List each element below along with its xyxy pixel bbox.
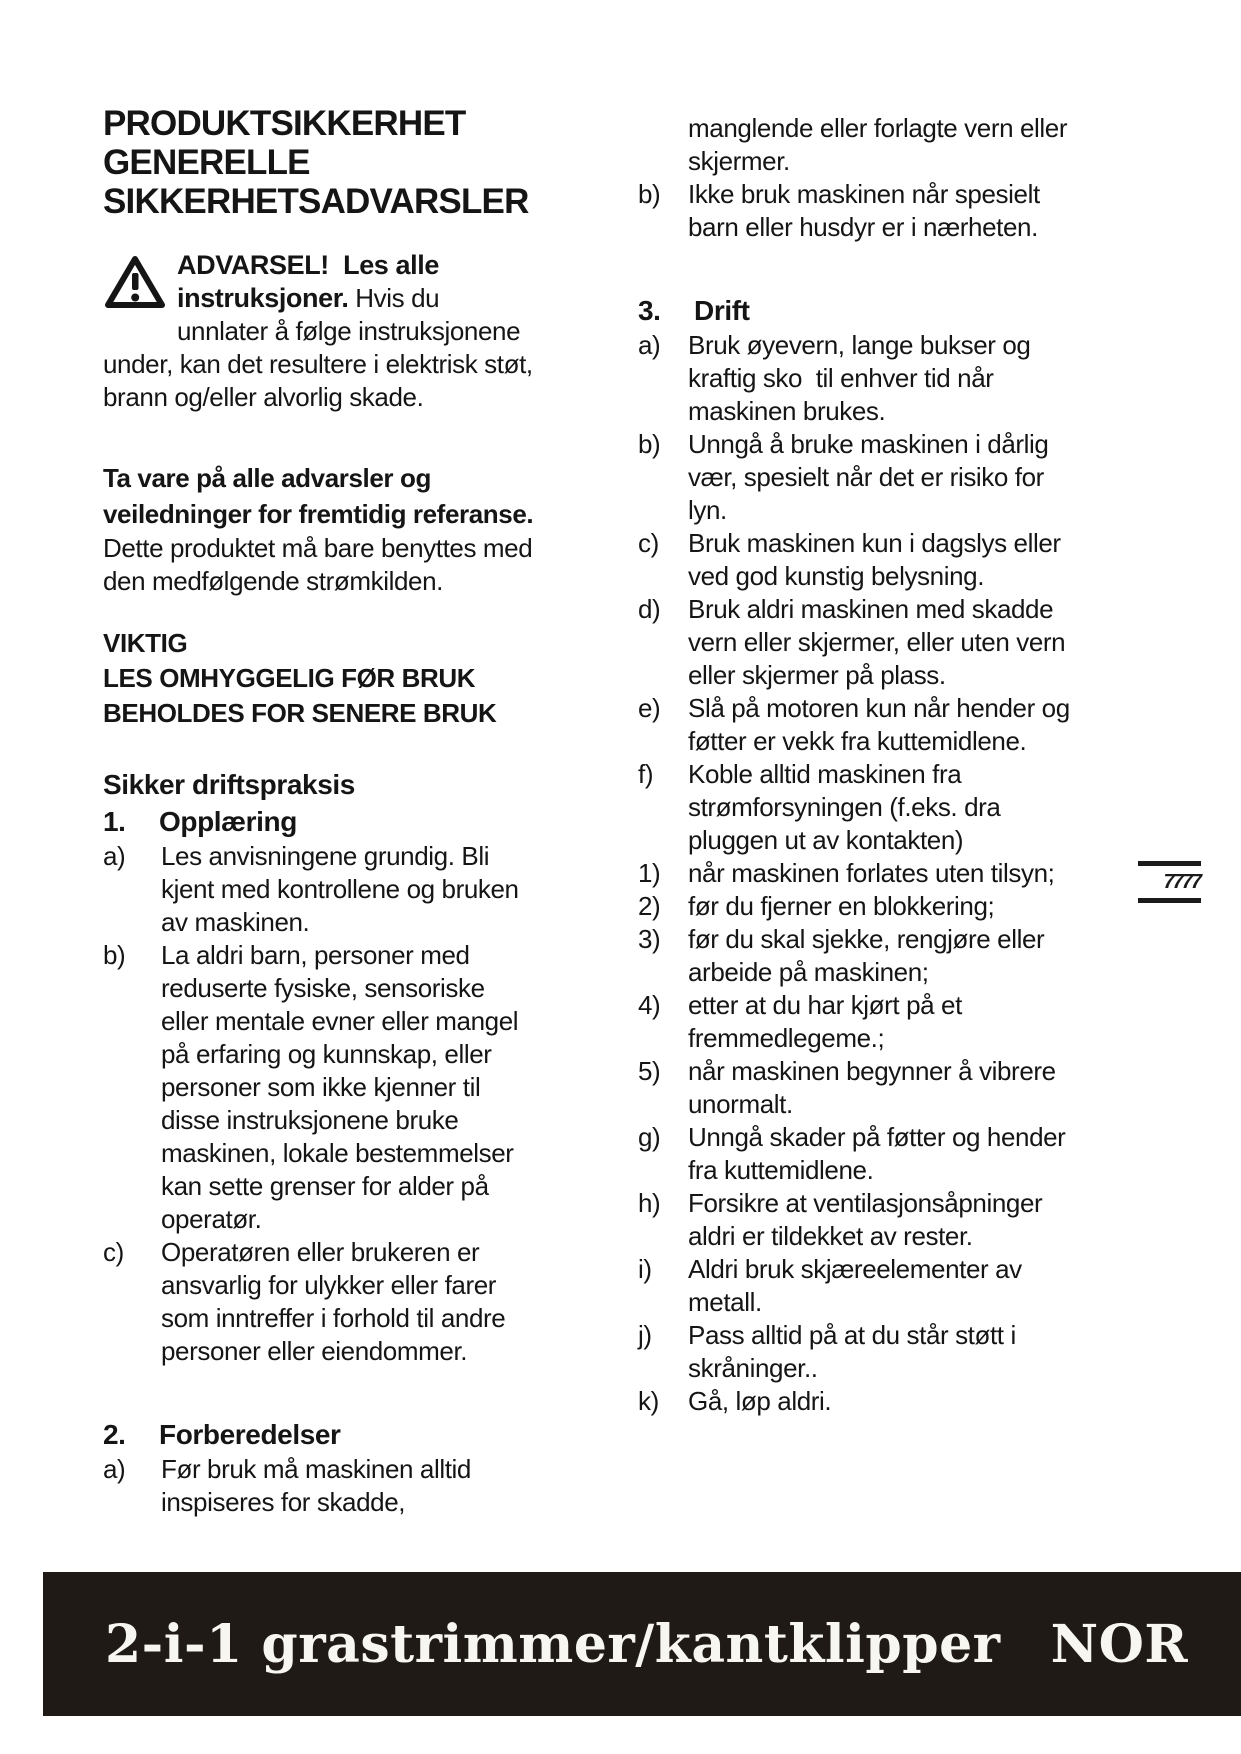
list-item [638, 527, 1084, 593]
paragraph: Dette produktet må bare benyttes med den medfølgende strømkilden. [103, 533, 540, 596]
list-item-marker: c) [638, 528, 659, 558]
list-item [638, 593, 1084, 692]
list-item-marker: a) [638, 330, 661, 360]
list-item-text: Bruk øyevern, lange bukser og kraftig sko til enhver tid når maskinen brukes. [688, 330, 1038, 426]
important-notice-line: BEHOLDES FOR SENERE BRUK [103, 698, 497, 728]
list-item-text: Forsikre at ventilasjonsåpninger aldri er tildekket av rester. [688, 1188, 1050, 1251]
doc-title-line: GENERELLE [103, 143, 310, 182]
right-column [638, 112, 1084, 1418]
list-item-marker: 3) [638, 924, 661, 954]
list-item-marker: k) [638, 1386, 659, 1416]
list-item [638, 1253, 1084, 1319]
list-item-text: La aldri barn, personer med reduserte fysiske, sensoriske eller mentale evner eller mangel på erfaring og kunnskap, eller personer som ikke kjenner til disse instruksjonene bruke maskinen, lokale bestemmelser kan sette grenser for alder på operatør. [161, 940, 525, 1234]
list-item-marker: 5) [638, 1056, 661, 1086]
list-item-text: Pass alltid på at du står støtt i skråninger.. [688, 1320, 1023, 1383]
list-item [638, 890, 1084, 923]
list-item-text: før du fjerner en blokkering; [688, 891, 995, 921]
list-item-marker: e) [638, 693, 661, 723]
numbered-section-heading [638, 292, 1084, 329]
list-item-text: Bruk maskinen kun i dagslys eller ved god kunstig belysning. [688, 528, 1068, 591]
list-item-marker: 2) [638, 891, 661, 921]
list-item [638, 1187, 1084, 1253]
list-item-text: Gå, løp aldri. [688, 1386, 832, 1416]
section-heading: Sikker driftspraksis [103, 769, 355, 800]
list-item-marker: b) [103, 940, 126, 970]
doc-title [103, 104, 535, 221]
list-item-marker: a) [103, 1454, 126, 1484]
warning-triangle-icon [103, 254, 167, 312]
list-item-marker: i) [638, 1254, 652, 1284]
section-number: 1. [103, 806, 126, 837]
list-item-marker: f) [638, 759, 654, 789]
numbered-section-heading [103, 1416, 535, 1453]
list-item-text: Aldri bruk skjæreelementer av metall. [688, 1254, 1029, 1317]
list-item-text: Bruk aldri maskinen med skadde vern eller skjermer, eller uten vern eller skjermer på plass. [688, 594, 1073, 690]
list-item-marker: b) [638, 429, 661, 459]
warning-bold-text: ADVARSEL! Les alle instruksjoner. [177, 250, 447, 313]
list-item [103, 939, 535, 1236]
list-item-text: Ikke bruk maskinen når spesielt barn eller husdyr er i nærheten. [688, 179, 1047, 242]
list-item [103, 1453, 535, 1519]
list-item [638, 857, 1084, 890]
warning-paragraph [103, 249, 540, 414]
list-item-marker: 4) [638, 990, 661, 1020]
list-item [638, 329, 1084, 428]
list-item [638, 1319, 1084, 1385]
footer-product-title: 2-i-1 grastrimmer/kantklipper [105, 1613, 1001, 1675]
list-item-text: Unngå skader på føtter og hender fra kuttemidlene. [688, 1122, 1073, 1185]
section-number: 3. [638, 295, 661, 326]
list-item-text: Før bruk må maskinen alltid inspiseres for skadde, [161, 1454, 478, 1517]
list-item-marker: g) [638, 1122, 661, 1152]
section-number: 2. [103, 1419, 126, 1450]
list-item-marker: d) [638, 594, 661, 624]
list-item-marker: c) [103, 1237, 124, 1267]
footer-language-badge: NOR [1050, 1613, 1189, 1675]
warning-body-text: Hvis du unnlater å følge instruksjonene under, kan det resultere i elektrisk støt, brann og/eller alvorlig skade. [103, 283, 540, 412]
doc-title-line: PRODUKTSIKKERHET [103, 104, 466, 143]
bold-paragraph: Ta vare på alle advarsler og veiledninger for fremtidig referanse. [103, 463, 534, 529]
list-item [638, 692, 1084, 758]
list-item-marker: h) [638, 1188, 661, 1218]
list-item-text: før du skal sjekke, rengjøre eller arbeide på maskinen; [688, 924, 1052, 987]
list-item-text: når maskinen forlates uten tilsyn; [688, 858, 1055, 888]
list-item [638, 1385, 1084, 1418]
list-item [103, 1236, 535, 1368]
list-item [638, 923, 1084, 989]
list-item-text: etter at du har kjørt på et fremmedlegeme.; [688, 990, 969, 1053]
section-title: Opplæring [159, 806, 297, 837]
fold-mark: 7777 [1138, 861, 1201, 903]
footer-banner [43, 1572, 1241, 1716]
section-title: Forberedelser [159, 1419, 341, 1450]
list-item [638, 989, 1084, 1055]
list-item-marker: b) [638, 179, 661, 209]
numbered-section-heading [103, 803, 535, 840]
continued-paragraph: manglende eller forlagte vern eller skjermer. [688, 113, 1074, 176]
list-item-text: Operatøren eller brukeren er ansvarlig for ulykker eller farer som inntreffer i forhold til andre personer eller eiendommer. [161, 1237, 513, 1366]
list-item [638, 758, 1084, 857]
list-item [638, 178, 1084, 244]
important-notice-line: LES OMHYGGELIG FØR BRUK [103, 663, 476, 693]
list-item [103, 840, 535, 939]
list-item [638, 1055, 1084, 1121]
list-item [638, 428, 1084, 527]
list-item-marker: 1) [638, 858, 661, 888]
list-item-text: når maskinen begynner å vibrere unormalt. [688, 1056, 1063, 1119]
list-item-marker: a) [103, 841, 126, 871]
important-notice-line: VIKTIG [103, 628, 188, 658]
list-item-text: Les anvisningene grundig. Bli kjent med kontrollene og bruken av maskinen. [161, 841, 526, 937]
list-item-marker: j) [638, 1320, 652, 1350]
left-column [103, 104, 540, 1519]
list-item-text: Slå på motoren kun når hender og føtter er vekk fra kuttemidlene. [688, 693, 1077, 756]
list-item [638, 1121, 1084, 1187]
doc-title-line: SIKKERHETSADVARSLER [103, 182, 529, 221]
list-item-text: Unngå å bruke maskinen i dårlig vær, spesielt når det er risiko for lyn. [688, 429, 1056, 525]
list-item-text: Koble alltid maskinen fra strømforsyningen (f.eks. dra pluggen ut av kontakten) [688, 759, 1008, 855]
section-title: Drift [694, 295, 750, 326]
important-notice [103, 626, 535, 731]
